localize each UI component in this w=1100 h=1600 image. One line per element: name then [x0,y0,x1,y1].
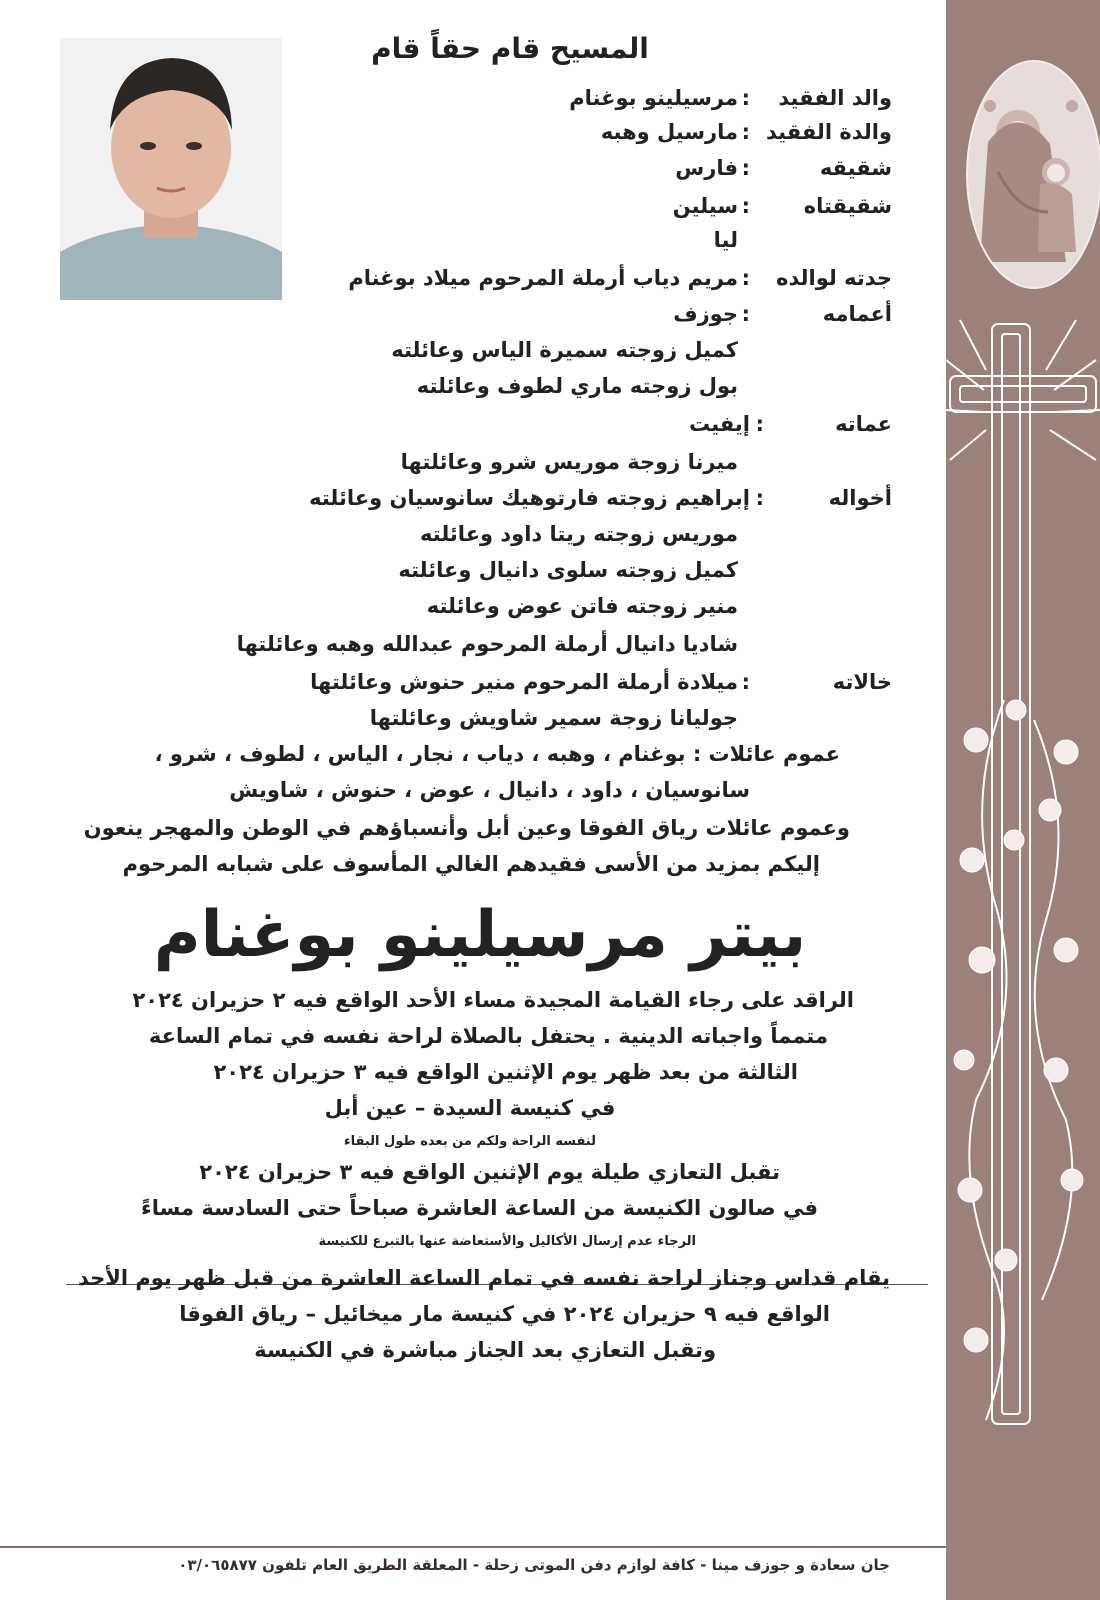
relative-label: شقيقه [819,156,892,180]
relative-label: أخواله [828,486,892,510]
relative-label: أعمامه [822,302,892,326]
service-line: الراقد على رجاء القيامة المجيدة مساء الأحد الواقع فيه ٢ حزيران ٢٠٢٤ [132,988,854,1012]
service-line: في صالون الكنيسة من الساعة العاشرة صباحاً حتى السادسة مساءً [141,1196,818,1220]
footer-divider [0,1546,946,1548]
families-line: إليكم بمزيد من الأسى فقيدهم الغالي المأسوف على شبابه المرحوم [122,852,820,876]
families-line: سانوسيان ، داود ، دانيال ، عوض ، حنوش ، شاويش [229,778,750,802]
service-line: متمماً واجباته الدينية . يحتفل بالصلاة لراحة نفسه في تمام الساعة [148,1024,828,1048]
relative-sep: : [741,266,750,290]
relative-label: والد الفقيد [778,86,892,110]
relative-line: شاديا دانيال أرملة المرحوم عبدالله وهبه وعائلتها [236,632,738,656]
relative-line: جوليانا زوجة سمير شاويش وعائلتها [369,706,738,730]
footer-credit: جان سعادة و جوزف مينا - كافة لوازم دفن الموتى زحلة - المعلقة الطريق العام تلفون ٠٣/٠٦٥٨٧٧ [178,1556,890,1574]
relative-label: خالاته [832,670,892,694]
relative-sep: : [755,486,764,510]
relative-line: سيلين [672,194,738,218]
service-line: الثالثة من بعد ظهر يوم الإثنين الواقع فيه ٣ حزيران ٢٠٢٤ [213,1060,798,1084]
relative-sep: : [741,156,750,180]
relative-sep: : [741,120,750,144]
relative-line: ليا [713,228,738,252]
portrait-photo [60,38,282,300]
relative-line: مرسيلينو بوغنام [569,86,738,110]
relative-line: ميرنا زوجة موريس شرو وعائلتها [400,450,738,474]
relative-line: فارس [675,156,738,180]
relative-line: بول زوجته ماري لطوف وعائلته [416,374,738,398]
relative-line: كميل زوجته سميرة الياس وعائلته [391,338,738,362]
virgin-child-icon [966,60,1100,289]
relative-sep: : [741,194,750,218]
relative-line: منير زوجته فاتن عوض وعائلته [426,594,738,618]
relative-sep: : [755,412,764,436]
mass-line: يقام قداس وجناز لراحة نفسه في تمام الساعة العاشرة من قبل ظهر يوم الأحد [77,1266,890,1290]
relative-sep: : [741,86,750,110]
page-title: المسيح قام حقاً قام [371,32,649,65]
mass-line: الواقع فيه ٩ حزيران ٢٠٢٤ في كنيسة مار ميخائيل – رياق الفوقا [179,1302,830,1326]
relative-line: إيفيت [688,412,750,436]
relative-label: والدة الفقيد [766,120,892,144]
service-line: تقبل التعازي طيلة يوم الإثنين الواقع فيه ٣ حزيران ٢٠٢٤ [199,1160,780,1184]
relative-sep: : [741,302,750,326]
relative-line: ميلادة أرملة المرحوم منير حنوش وعائلتها [310,670,738,694]
relative-line: جوزف [673,302,738,326]
mass-line: وتقبل التعازي بعد الجناز مباشرة في الكنيسة [254,1338,716,1362]
relative-label: جدته لوالده [776,266,892,290]
relative-line: إبراهيم زوجته فارتوهيك سانوسيان وعائلته [309,486,750,510]
families-line: عموم عائلات : بوغنام ، وهبه ، دياب ، نجار ، الياس ، لطوف ، شرو ، [154,742,840,766]
cross-roses-icon [946,300,1100,1450]
relative-line: موريس زوجته ريتا داود وعائلته [420,522,738,546]
relative-line: مريم دياب أرملة المرحوم ميلاد بوغنام [348,266,738,290]
service-note: الرجاء عدم إرسال الأكاليل والأستعاضة عنها بالتبرع للكنيسة [318,1234,696,1249]
relative-label: عماته [835,412,892,436]
relative-label: شقيقتاه [803,194,892,218]
relative-line: كميل زوجته سلوى دانيال وعائلته [398,558,738,582]
deceased-name: بيتر مرسيلينو بوغنام [153,898,807,972]
families-line: وعموم عائلات رياق الفوقا وعين أبل وأنسباؤهم في الوطن والمهجر ينعون [83,816,850,840]
service-note: لنفسه الراحة ولكم من بعده طول البقاء [343,1134,596,1149]
service-line: في كنيسة السيدة – عين أبل [324,1096,616,1120]
relative-line: مارسيل وهبه [600,120,738,144]
relative-sep: : [741,670,750,694]
